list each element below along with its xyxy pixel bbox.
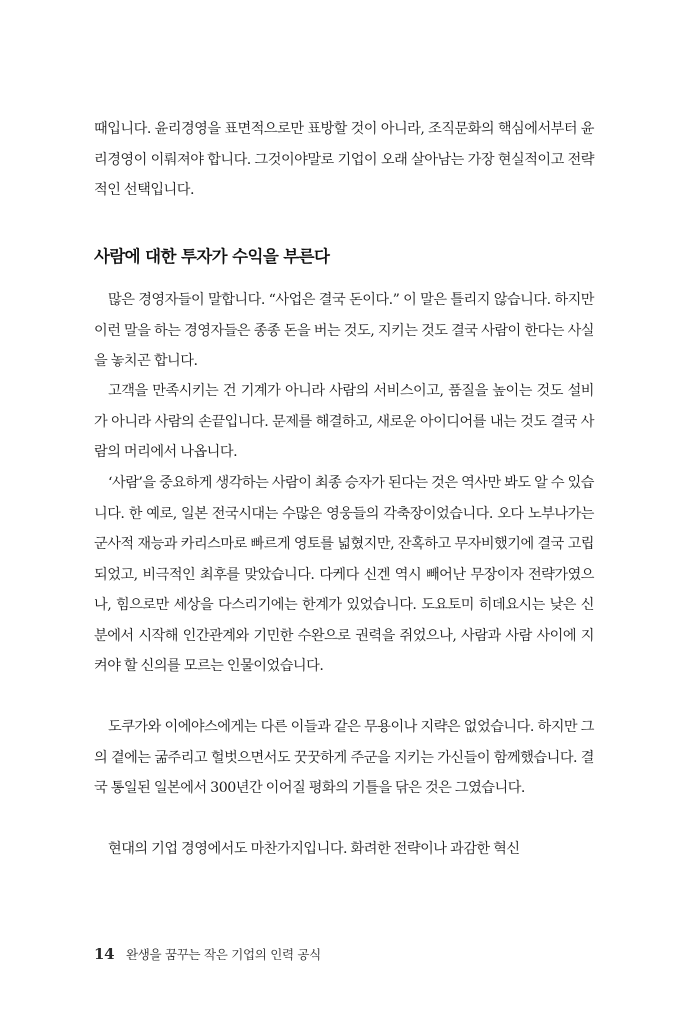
body-paragraph-4: 도쿠가와 이에야스에게는 다른 이들과 같은 무용이나 지략은 없었습니다. 하지만 그의 곁에는 굶주리고 헐벗으면서도 꿋꿋하게 주군을 지키는 가신들이 함께했습니다. 결국 통일된 일본에서 300년간 이어질 평화의 기틀을 닦은 것은 그였습니다. bbox=[94, 719, 594, 796]
page-number: 14 bbox=[94, 945, 115, 963]
section-heading: 사람에 대한 투자가 수익을 부른다 bbox=[94, 247, 330, 266]
body-paragraph-3: ‘사람’을 중요하게 생각하는 사람이 최종 승자가 된다는 것은 역사만 봐도 알 수 있습니다. 한 예로, 일본 전국시대는 수많은 영웅들의 각축장이었습니다. 오다 노부나가는 군사적 재능과 카리스마로 빠르게 영토를 넓혔지만, 잔혹하고 무자비했기에 결국 고립되었고, 비극적인 최후를 맞았습니다. 다케다 신겐 역시 빼어난 무장이자 전략가였으나, 힘으로만 세상을 다스리기에는 한계가 있었습니다. 도요토미 히데요시는 낮은 신분에서 시작해 인간관계와 기민한 수완으로 권력을 쥐었으나, 사람과 사람 사이에 지켜야 할 신의를 모르는 인물이었습니다. bbox=[94, 475, 594, 674]
page-footer bbox=[94, 945, 321, 963]
body-paragraph-2: 고객을 만족시키는 건 기계가 아니라 사람의 서비스이고, 품질을 높이는 것도 설비가 아니라 사람의 손끝입니다. 문제를 해결하고, 새로운 아이디어를 내는 것도 결국 사람의 머리에서 나옵니다. bbox=[94, 383, 594, 460]
intro-paragraph: 때입니다. 윤리경영을 표면적으로만 표방할 것이 아니라, 조직문화의 핵심에서부터 윤리경영이 이뤄져야 합니다. 그것이야말로 기업이 오래 살아남는 가장 현실적이고 전략적인 선택입니다. bbox=[94, 121, 594, 198]
body-paragraph-1: 많은 경영자들이 말합니다. “사업은 결국 돈이다.” 이 말은 틀리지 않습니다. 하지만 이런 말을 하는 경영자들은 종종 돈을 버는 것도, 지키는 것도 결국 사람이 한다는 사실을 놓치곤 합니다. bbox=[94, 292, 594, 369]
body-paragraph-5: 현대의 기업 경영에서도 마찬가지입니다. 화려한 전략이나 과감한 혁신 bbox=[108, 841, 520, 857]
running-title: 완생을 꿈꾸는 작은 기업의 인력 공식 bbox=[125, 947, 321, 962]
